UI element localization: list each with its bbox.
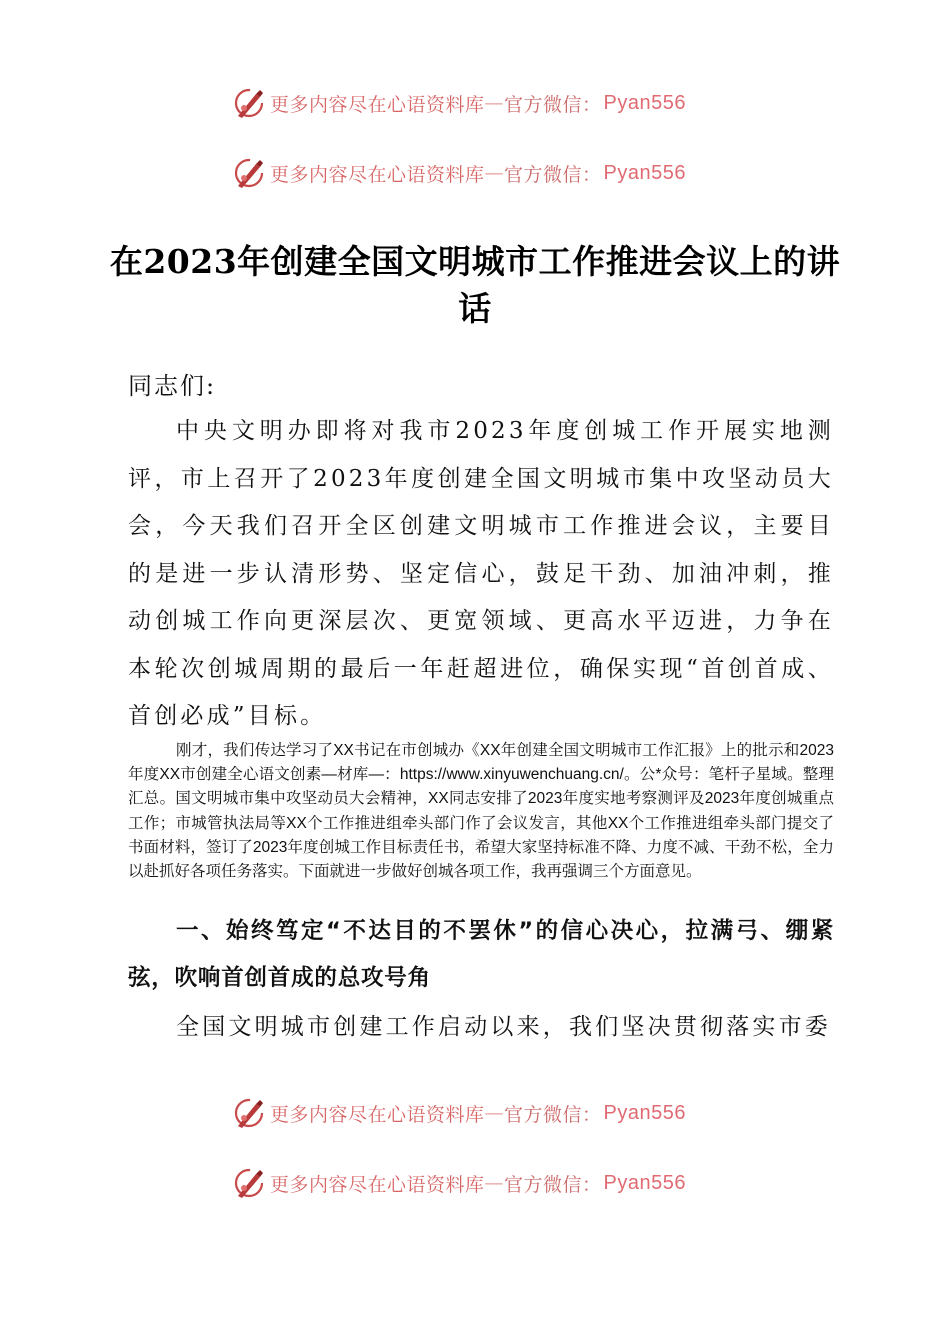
salutation: 同志们: (128, 372, 217, 400)
watermark-wechat-label: 官方微信： (504, 1173, 602, 1196)
watermark-dash: — (484, 162, 505, 184)
watermark-banner-2 (232, 155, 686, 191)
pen-logo-icon (232, 1166, 266, 1200)
watermark-dash: — (484, 92, 505, 114)
paragraph-summary: 刚才，我们传达学习了XX书记在市创城办《XX年创建全国文明城市工作汇报》上的批示和2023年度XX市创建全心语文创素—材库—：https://www.xinyuwenchuang.cn/。公*众号：笔杆子星域。整理汇总。国文明城市集中攻坚动员大会精神，XX同志安排了2023年度实地考察测评及2023年度创城重点工作；市城管执法局等XX个工作推进组牵头部门作了会议发言，其他XX个工作推进组牵头部门提交了书面材料，签订了2023年度创城工作目标责任书，希望大家坚持标准不降、力度不减、干劲不松，全力以赴抓好各项任务落实。下面就进一步做好创城各项工作，我再强调三个方面意见。 (128, 742, 834, 881)
watermark-wechat-label: 官方微信： (504, 93, 602, 116)
pen-logo-icon (232, 156, 266, 190)
pen-logo-icon (232, 1096, 266, 1130)
document-title: 在2023年创建全国文明城市工作推进会议上的讲话 (109, 242, 841, 328)
watermark-banner-3 (232, 1095, 686, 1131)
watermark-text: 更多内容尽在心语资料库 (270, 163, 485, 186)
watermark-text: 更多内容尽在心语资料库 (270, 1173, 485, 1196)
watermark-wechat-label: 官方微信： (504, 163, 602, 186)
paragraph-intro: 中央文明办即将对我市2023年度创城工作开展实地测评，市上召开了2023年度创建全国文明城市集中攻坚动员大会，今天我们召开全区创建文明城市工作推进会议，主要目的是进一步认清形势、坚定信心，鼓足干劲、加油冲刺，推动创城工作向更深层次、更宽领域、更高水平迈进，力争在本轮次创城周期的最后一年赶超进位，确保实现“首创首成、首创必成”目标。 (128, 418, 834, 729)
watermark-dash: — (484, 1102, 505, 1124)
watermark-wechat-id: Pyan556 (603, 161, 686, 184)
watermark-wechat-label: 官方微信： (504, 1103, 602, 1126)
watermark-wechat-id: Pyan556 (603, 1171, 686, 1194)
paragraph-section1-start: 全国文明城市创建工作启动以来，我们坚决贯彻落实市委 (176, 1014, 831, 1040)
watermark-banner-1 (232, 85, 686, 121)
watermark-banner-4 (232, 1165, 686, 1201)
pen-logo-icon (232, 86, 266, 120)
section-heading-1: 一、始终笃定“不达目的不罢休”的信心决心，拉满弓、绷紧弦，吹响首创首成的总攻号角 (128, 918, 834, 991)
watermark-wechat-id: Pyan556 (603, 91, 686, 114)
watermark-wechat-id: Pyan556 (603, 1101, 686, 1124)
watermark-text: 更多内容尽在心语资料库 (270, 1103, 485, 1126)
watermark-dash: — (484, 1172, 505, 1194)
watermark-text: 更多内容尽在心语资料库 (270, 93, 485, 116)
